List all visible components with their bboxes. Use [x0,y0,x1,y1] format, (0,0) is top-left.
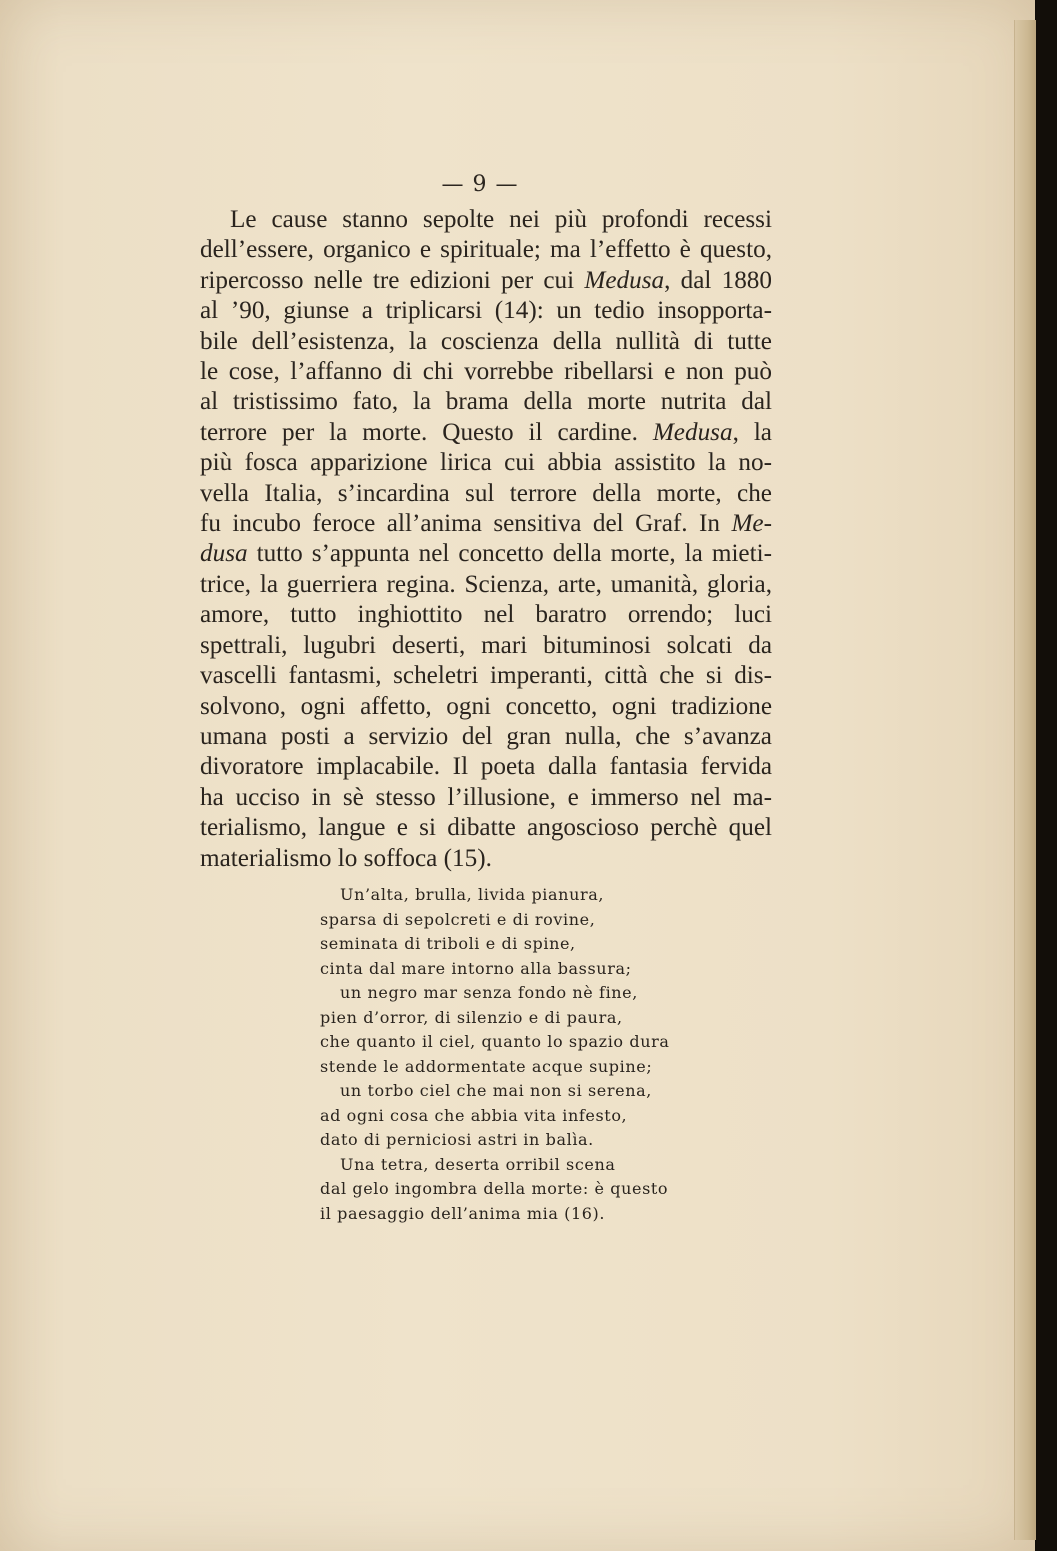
text-run: ripercosso nelle tre edizioni per cui [200,266,585,294]
text-line [200,752,772,782]
text-run: Le cause stanno sepolte nei più profondi recessi [230,206,772,233]
poem-verse: Una tetra, deserta orribil scena [340,1154,616,1174]
poem-verse: stende le addormentate acque supine; [320,1056,653,1076]
text-line [200,783,772,813]
italic-title: Medusa [652,418,733,446]
poem-verse: dato di perniciosi astri in balìa. [320,1130,594,1149]
poem-verse: un negro mar senza fondo nè fine, [340,983,638,1002]
text-line [200,600,772,630]
italic-title: dusa [200,540,248,568]
text-run: vella Italia, s’incardina sul terrore della morte, che [200,479,772,507]
text-run: solvono, ogni affetto, ogni concetto, ogni tradizione [200,692,772,720]
poem-verse: pien d’orror, di silenzio e di paura, [320,1007,623,1027]
text-run: , dal 1880 [664,266,772,294]
text-run: le cose, l’affanno di chi vorrebbe ribellarsi e non può [200,358,772,386]
text-line [200,692,772,722]
text-line [200,539,772,569]
main-paragraph [200,205,772,874]
poem-verse: seminata di triboli e di spine, [320,934,576,953]
text-run: ha ucciso in sè stesso l’illusione, e immerso nel ma- [200,783,772,811]
text-run: , la [732,418,772,446]
text-run: vascelli fantasmi, scheletri imperanti, città che si dis- [200,662,772,690]
text-line [200,509,772,539]
text-run: trice, la guerriera regina. Scienza, arte, umanità, gloria, [200,570,772,598]
text-line [200,722,772,752]
text-line [200,570,772,600]
text-run: divoratore implacabile. Il poeta dalla fantasia fervida [200,753,772,781]
text-run: bile dell’esistenza, la coscienza della nullità di tutte [200,327,772,355]
italic-title: Medusa [584,266,665,294]
poem-verse: sparsa di sepolcreti e di rovine, [320,909,596,929]
poem-verse: un torbo ciel che mai non si serena, [340,1081,652,1100]
poem-verse: Un’alta, brulla, livida pianura, [340,885,605,904]
text-line [200,813,772,843]
text-run: dell’essere, organico e spirituale; ma l’effetto è questo, [200,236,772,264]
text-line [200,661,772,691]
page-edge [1014,20,1037,1540]
text-line [200,205,772,235]
poem-verse: il paesaggio dell’anima mia (16). [320,1203,606,1223]
text-line [200,844,772,874]
text-line [200,266,772,296]
text-line [200,387,772,417]
poem-quotation [320,883,700,1226]
text-run: al tristissimo fato, la brama della morte nutrita dal [200,388,772,416]
text-line [200,357,772,387]
text-line [200,479,772,509]
text-run: più fosca apparizione lirica cui abbia assistito la no- [200,449,772,477]
text-line [200,296,772,326]
page-number: — 9 — [441,172,519,197]
text-line [200,327,772,357]
text-run: materialismo lo soffoca (15). [200,844,492,872]
italic-title: Me- [731,510,772,538]
text-line [200,631,772,661]
poem-verse: che quanto il ciel, quanto lo spazio dura [320,1032,670,1051]
text-run: tutto s’appunta nel concetto della morte, la mieti- [247,540,772,568]
text-line [200,235,772,265]
poem-verse: cinta dal mare intorno alla bassura; [320,958,632,978]
text-run: amore, tutto inghiottito nel baratro orrendo; luci [200,601,772,629]
text-run: umana posti a servizio del gran nulla, che s’avanza [200,722,772,750]
text-line [200,448,772,478]
text-run: spettrali, lugubri deserti, mari bituminosi solcati da [200,631,772,659]
poem-verse: dal gelo ingombra della morte: è questo [320,1179,669,1198]
text-run: al ’90, giunse a triplicarsi (14): un tedio insopporta- [200,297,772,325]
text-run: terialismo, langue e si dibatte angoscioso perchè quel [200,814,772,842]
text-run: fu incubo feroce all’anima sensitiva del Graf. In [200,510,732,538]
text-run: terrore per la morte. Questo il cardine. [200,418,653,446]
text-line [200,418,772,448]
book-gutter [1036,0,1057,1551]
poem-verse: ad ogni cosa che abbia vita infesto, [320,1105,628,1125]
